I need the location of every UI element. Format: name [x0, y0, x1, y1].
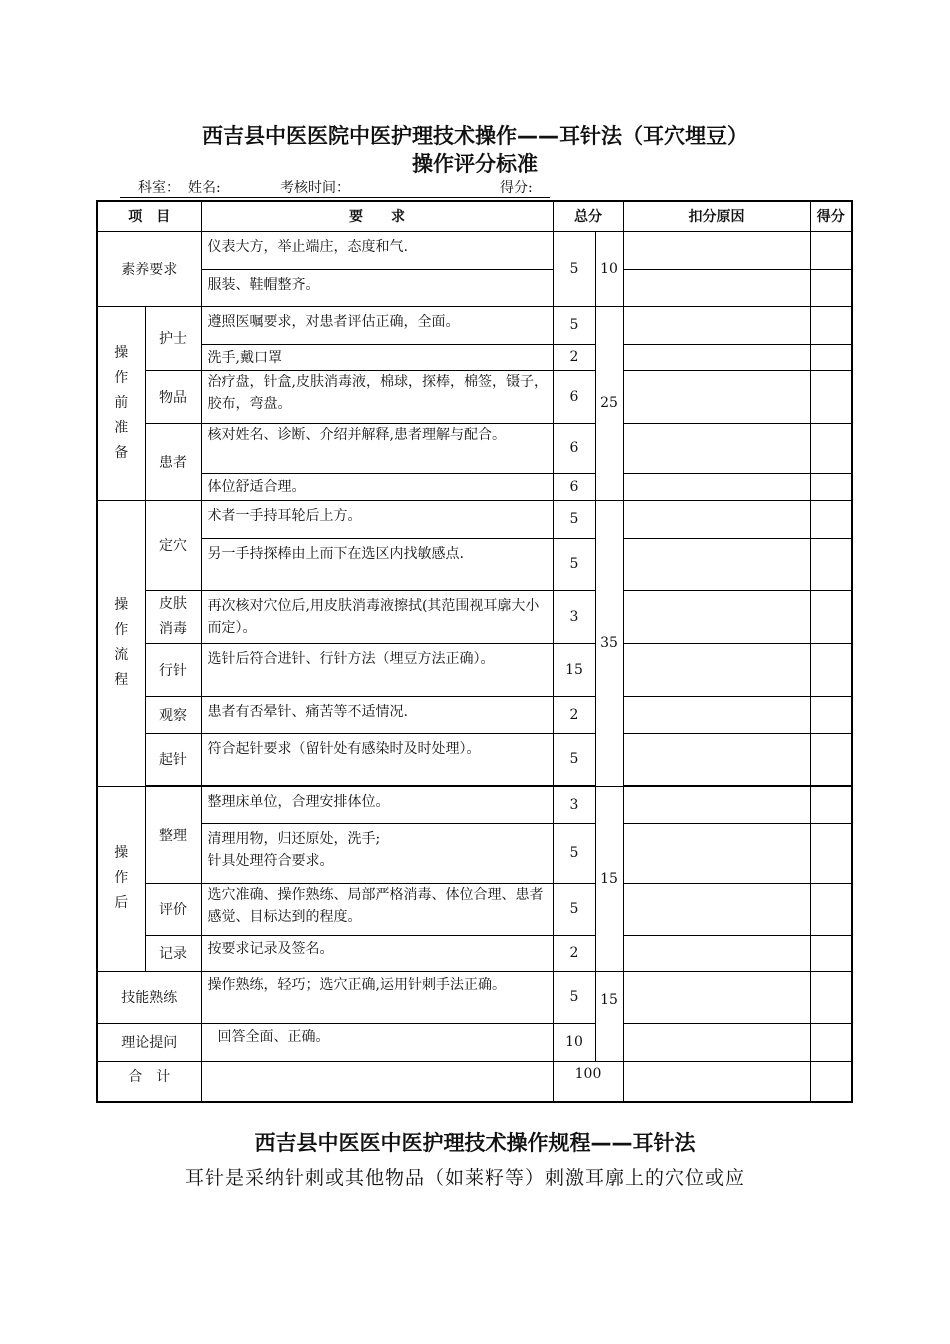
deduction-cell[interactable] [623, 786, 810, 823]
section-skill: 技能熟练 [97, 971, 201, 1023]
sub-disinfect: 皮肤 消毒 [145, 590, 201, 643]
score-cell[interactable] [810, 473, 852, 500]
section-suyang: 素养要求 [97, 231, 201, 306]
req-cell: 治疗盘，针盒,皮肤消毒液，棉球，探棒，棉签，镊子，胶布，弯盘。 [201, 370, 553, 423]
header-score: 得分 [810, 201, 852, 231]
points-cell: 15 [553, 643, 595, 696]
group-total-cell: 25 [595, 306, 623, 500]
req-cell: 遵照医嘱要求，对患者评估正确，全面。 [201, 306, 553, 344]
sub-evaluate: 评价 [145, 883, 201, 935]
score-cell[interactable] [810, 370, 852, 423]
header-item: 项 目 [97, 201, 201, 231]
deduction-cell[interactable] [623, 971, 810, 1023]
req-cell: 患者有否晕针、痛苦等不适情况. [201, 696, 553, 733]
deduction-cell[interactable] [623, 344, 810, 370]
req-cell: 洗手,戴口罩 [201, 344, 553, 370]
points-cell: 5 [553, 500, 595, 538]
req-cell: 清理用物，归还原处，洗手; 针具处理符合要求。 [201, 823, 553, 883]
points-cell: 3 [553, 786, 595, 823]
deduction-cell[interactable] [623, 231, 810, 269]
points-cell: 5 [553, 823, 595, 883]
deduction-cell[interactable] [623, 643, 810, 696]
deduction-cell[interactable] [623, 883, 810, 935]
points-cell: 2 [553, 344, 595, 370]
procedure-title: 西吉县中医医中医护理技术操作规程——耳针法 [254, 1131, 696, 1155]
points-cell: 3 [553, 590, 595, 643]
req-cell: 仪表大方，举止端庄，态度和气. [201, 231, 553, 269]
score-cell[interactable] [810, 733, 852, 785]
deduction-cell[interactable] [623, 823, 810, 883]
group-total-cell: 15 [595, 786, 623, 971]
sub-locate: 定穴 [145, 500, 201, 590]
total-req-cell [201, 1061, 553, 1102]
score-cell[interactable] [810, 423, 852, 473]
section-pre: 操 作 前 准 备 [97, 306, 145, 500]
req-cell: 核对姓名、诊断、介绍并解释,患者理解与配合。 [201, 423, 553, 473]
sub-observe: 观察 [145, 696, 201, 733]
deduction-cell[interactable] [623, 500, 810, 538]
points-cell: 2 [553, 935, 595, 971]
score-cell[interactable] [810, 643, 852, 696]
header-requirement: 要 求 [201, 201, 553, 231]
req-cell: 服装、鞋帽整齐。 [201, 269, 553, 306]
score-cell[interactable] [810, 696, 852, 733]
req-cell: 体位舒适合理。 [201, 473, 553, 500]
req-cell: 整理床单位，合理安排体位。 [201, 786, 553, 823]
req-cell: 按要求记录及签名。 [201, 935, 553, 971]
req-cell: 另一手持探棒由上而下在选区内找敏感点. [201, 538, 553, 590]
points-cell: 10 [553, 1023, 595, 1061]
points-cell: 5 [553, 971, 595, 1023]
score-cell[interactable] [810, 971, 852, 1023]
deduction-cell[interactable] [623, 538, 810, 590]
section-total: 合 计 [97, 1061, 201, 1102]
deduction-cell[interactable] [623, 370, 810, 423]
sub-nurse: 护士 [145, 306, 201, 370]
sub-withdraw: 起针 [145, 733, 201, 785]
score-cell[interactable] [810, 344, 852, 370]
header-total: 总分 [553, 201, 623, 231]
group-total-cell: 15 [595, 971, 623, 1061]
req-cell: 符合起针要求（留针处有感染时及时处理）。 [201, 733, 553, 785]
total-points-cell: 100 [553, 1061, 623, 1102]
exam-info-line [120, 177, 550, 198]
deduction-cell[interactable] [623, 590, 810, 643]
form-title: 西吉县中医医院中医护理技术操作——耳针法（耳穴埋豆） [202, 124, 748, 148]
points-cell: 5 [553, 733, 595, 785]
score-label: 得分: [500, 180, 533, 196]
sub-tidy: 整理 [145, 786, 201, 883]
time-label: 考核时间： [280, 180, 350, 196]
score-cell[interactable] [810, 883, 852, 935]
sub-items: 物品 [145, 370, 201, 423]
deduction-cell[interactable] [623, 935, 810, 971]
points-cell: 5 [553, 306, 595, 344]
deduction-cell[interactable] [623, 1023, 810, 1061]
req-cell: 选穴准确、操作熟练、局部严格消毒、体位合理、患者感觉、目标达到的程度。 [201, 883, 553, 935]
score-cell[interactable] [810, 500, 852, 538]
sub-needle: 行针 [145, 643, 201, 696]
section-process: 操 作 流 程 [97, 500, 145, 786]
score-cell[interactable] [810, 306, 852, 344]
section-post: 操 作 后 [97, 786, 145, 971]
req-cell: 选针后符合进针、行针方法（埋豆方法正确）。 [201, 643, 553, 696]
points-cell: 6 [553, 423, 595, 473]
form-subtitle: 操作评分标准 [412, 152, 538, 176]
points-cell: 6 [553, 473, 595, 500]
req-cell: 操作熟练，轻巧；选穴正确,运用针刺手法正确。 [201, 971, 553, 1023]
score-cell[interactable] [810, 590, 852, 643]
deduction-cell[interactable] [623, 269, 810, 306]
score-cell[interactable] [810, 823, 852, 883]
points-cell: 6 [553, 370, 595, 423]
score-cell[interactable] [810, 1061, 852, 1102]
req-cell: 再次核对穴位后,用皮肤消毒液擦拭(其范围视耳廓大小而定）。 [201, 590, 553, 643]
points-cell: 2 [553, 696, 595, 733]
procedure-text: 耳针是采纳针刺或其他物品（如莱籽等）刺激耳廓上的穴位或应 [185, 1167, 746, 1189]
sub-record: 记录 [145, 935, 201, 971]
deduction-cell[interactable] [623, 733, 810, 785]
deduction-cell[interactable] [623, 473, 810, 500]
score-cell[interactable] [810, 538, 852, 590]
points-cell: 5 [553, 883, 595, 935]
deduction-cell[interactable] [623, 423, 810, 473]
score-cell[interactable] [810, 231, 852, 269]
score-cell[interactable] [810, 935, 852, 971]
sub-patient: 患者 [145, 423, 201, 500]
deduction-cell[interactable] [623, 1061, 810, 1102]
group-total-cell: 10 [595, 231, 623, 306]
group-total-cell: 35 [595, 500, 623, 786]
points-cell: 5 [553, 538, 595, 590]
score-cell[interactable] [810, 786, 852, 823]
section-theory: 理论提问 [97, 1023, 201, 1061]
req-cell: 回答全面、正确。 [201, 1023, 553, 1061]
name-label: 姓名: [188, 180, 221, 196]
dept-label: 科室： [138, 180, 180, 196]
score-cell[interactable] [810, 1023, 852, 1061]
scoring-table [96, 200, 853, 1103]
points-cell: 5 [553, 231, 595, 306]
score-cell[interactable] [810, 269, 852, 306]
header-deduction: 扣分原因 [623, 201, 810, 231]
req-cell: 术者一手持耳轮后上方。 [201, 500, 553, 538]
deduction-cell[interactable] [623, 696, 810, 733]
deduction-cell[interactable] [623, 306, 810, 344]
